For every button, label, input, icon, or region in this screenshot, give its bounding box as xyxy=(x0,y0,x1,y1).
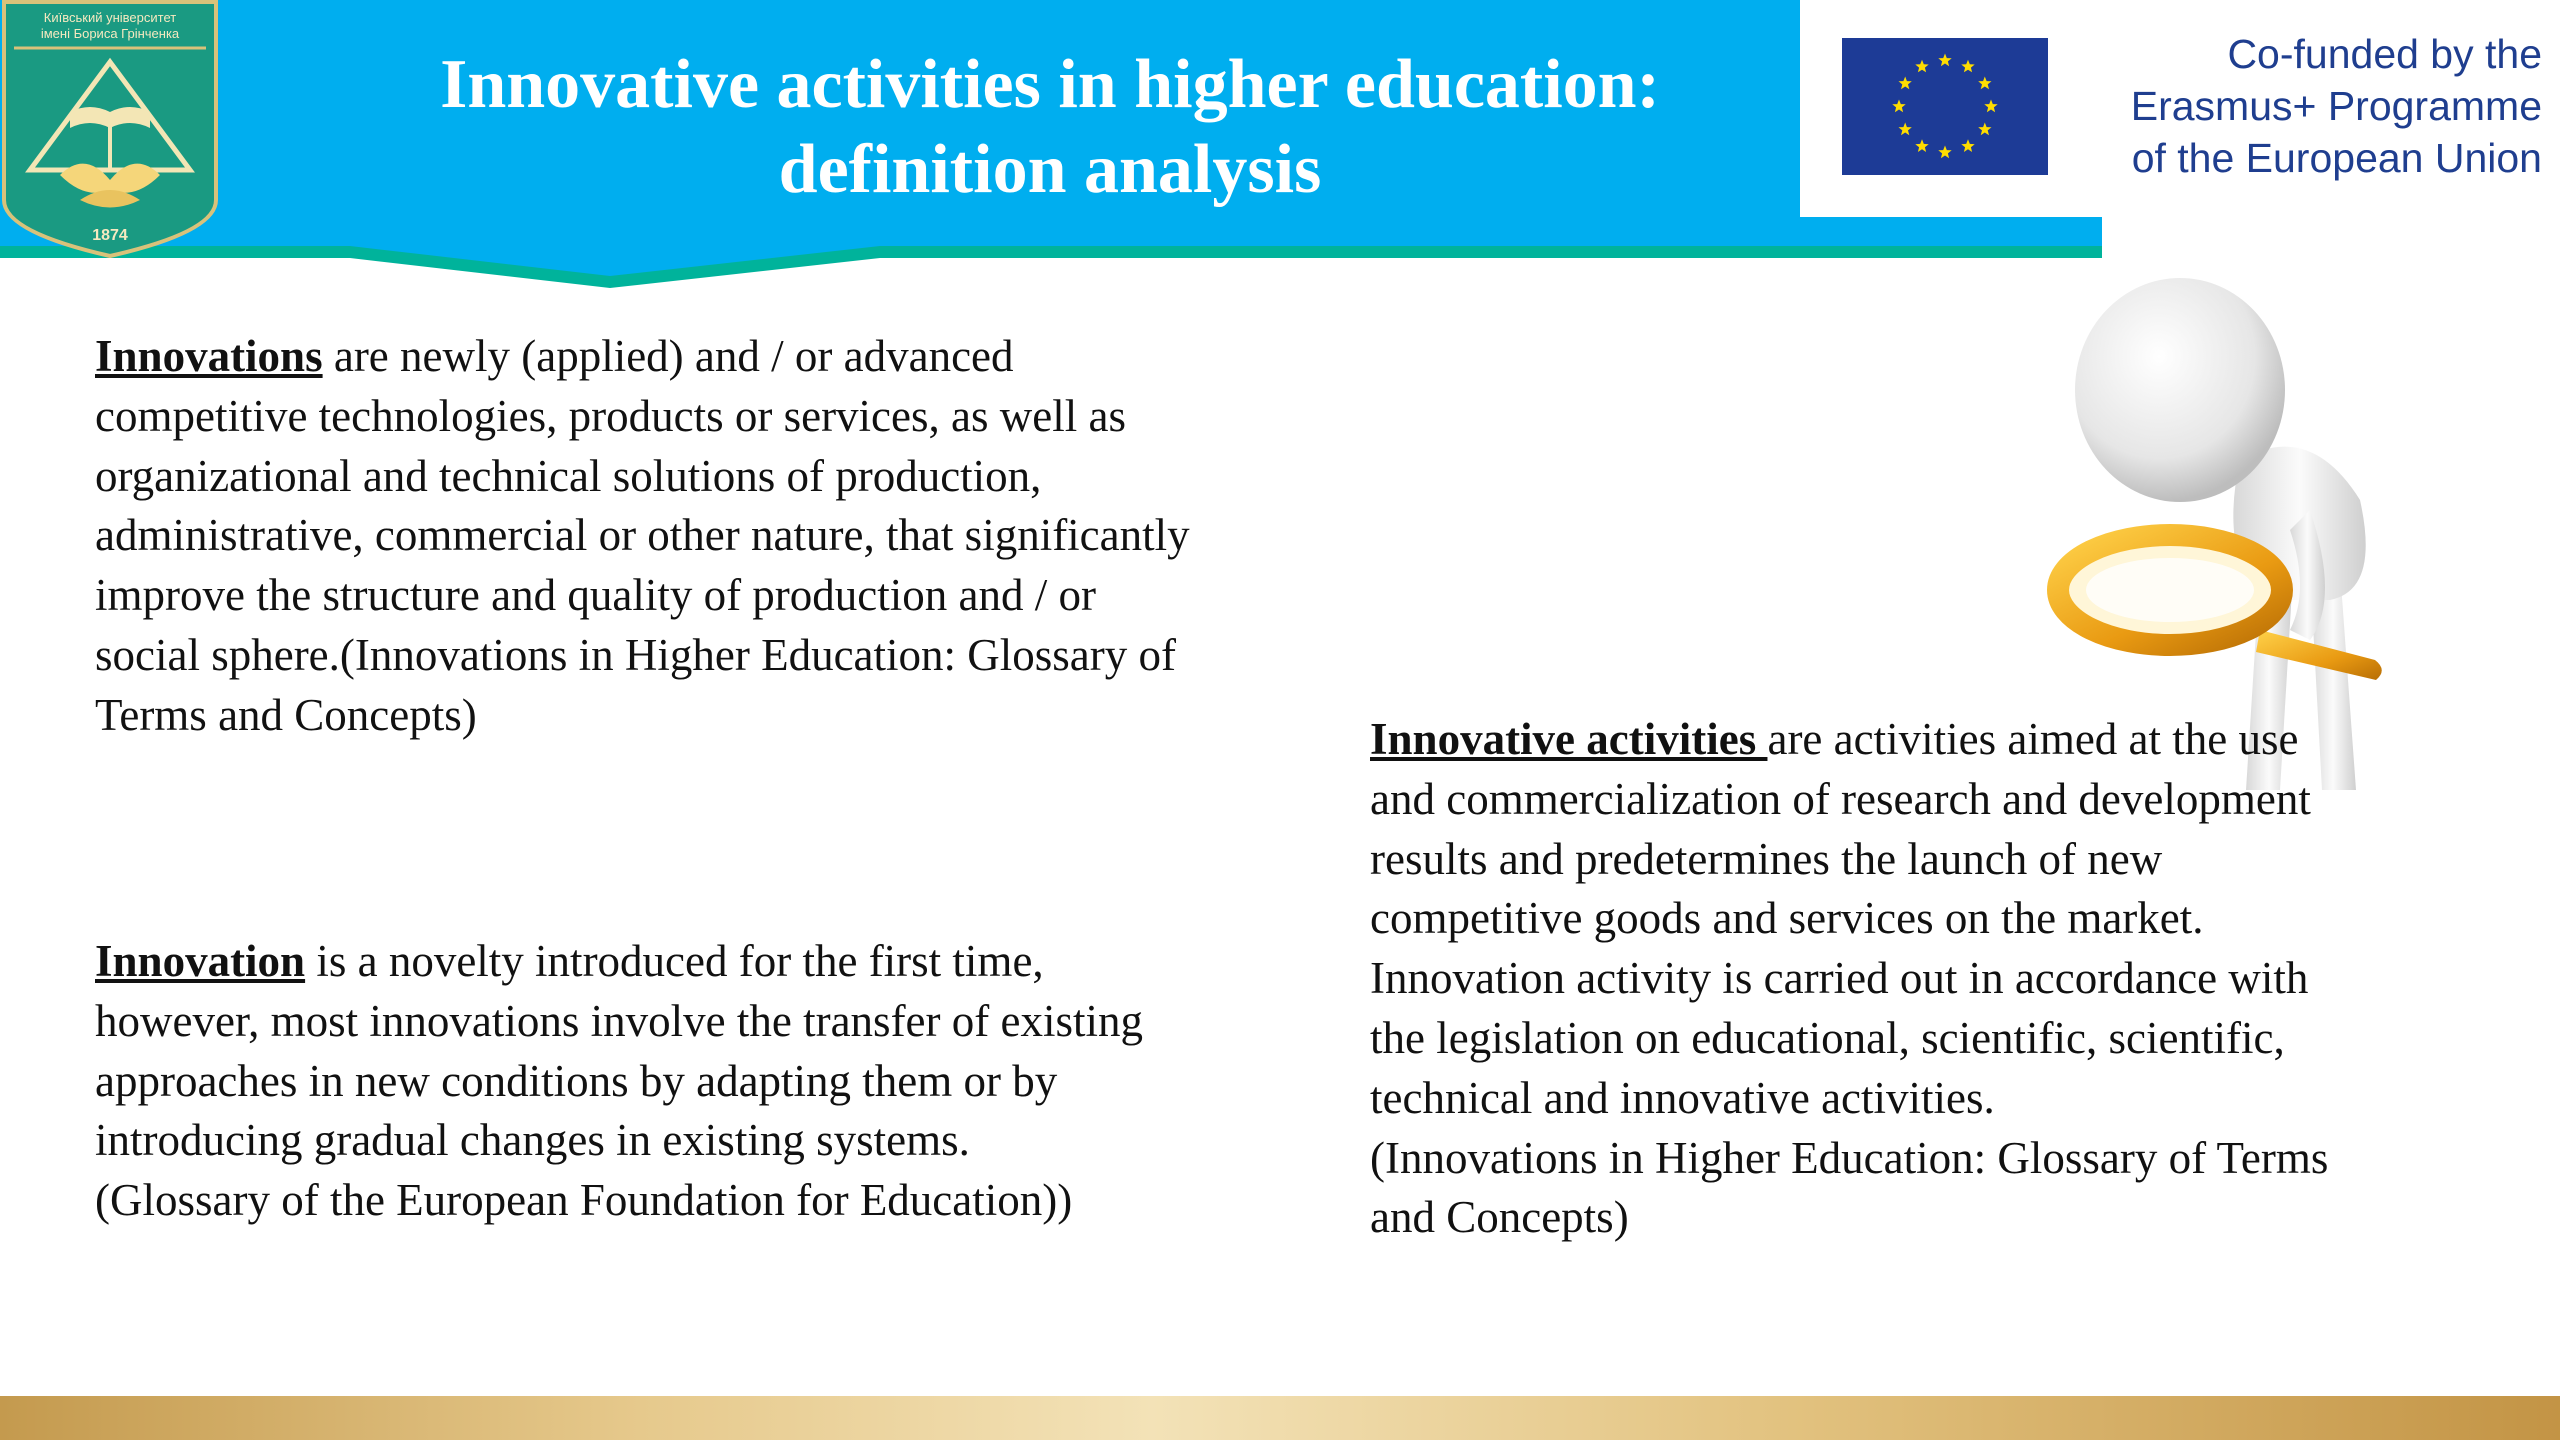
text-line: social sphere.(Innovations in Higher Education: Glossary of xyxy=(95,629,1176,680)
definition-innovative-activities-line-1 xyxy=(1370,710,2460,770)
logo-year: 1874 xyxy=(92,227,128,244)
text-line: and Concepts) xyxy=(1370,1192,1629,1243)
text-line: are newly (applied) and / or advanced xyxy=(322,331,1014,381)
text-line: the legislation on educational, scientific, scientific, xyxy=(1370,1012,2285,1063)
erasmus-line-1: Co-funded by the xyxy=(2227,31,2542,77)
erasmus-cofunded-box xyxy=(1800,0,2560,217)
erasmus-line-3: of the European Union xyxy=(2131,135,2542,181)
text-line: competitive technologies, products or services, as well as xyxy=(95,390,1126,441)
text-line: administrative, commercial or other nature, that significantly xyxy=(95,510,1190,561)
term-innovative-activities: Innovative activities xyxy=(1370,714,1768,764)
text-line: are activities aimed at the use xyxy=(1767,714,2299,764)
bottom-decorative-strip xyxy=(0,1396,2560,1440)
text-line: results and predetermines the launch of new xyxy=(1370,833,2163,884)
university-logo xyxy=(0,0,220,258)
erasmus-line-2: Erasmus+ Programme xyxy=(2130,83,2542,129)
erasmus-text xyxy=(2082,28,2542,184)
text-line: competitive goods and services on the market. xyxy=(1370,893,2204,944)
text-line: approaches in new conditions by adapting them or by xyxy=(95,1055,1058,1106)
title-line-2: definition analysis xyxy=(778,131,1322,208)
text-line: organizational and technical solutions of production, xyxy=(95,450,1042,501)
logo-text-line1: Київський університет xyxy=(43,10,177,25)
text-line: and commercialization of research and development xyxy=(1370,773,2311,824)
definition-innovation-line-1 xyxy=(95,932,1340,992)
page-title xyxy=(300,42,1800,212)
eu-flag-icon xyxy=(1842,38,2048,175)
text-line: (Glossary of the European Foundation for Education)) xyxy=(95,1175,1073,1226)
text-line: technical and innovative activities. xyxy=(1370,1072,1995,1123)
definition-innovations xyxy=(95,327,1340,746)
term-innovation: Innovation xyxy=(95,936,306,986)
definition-innovative-activities xyxy=(1370,710,2460,1248)
text-line: is a novelty introduced for the first time, xyxy=(305,936,1044,986)
text-line: (Innovations in Higher Education: Glossary of Terms xyxy=(1370,1132,2329,1183)
term-innovations: Innovations xyxy=(95,331,323,381)
definition-innovations-line-1 xyxy=(95,327,1340,387)
title-line-1: Innovative activities in higher education: xyxy=(440,46,1660,123)
text-line: Terms and Concepts) xyxy=(95,689,477,740)
text-line: however, most innovations involve the transfer of existing xyxy=(95,995,1143,1046)
text-line: Innovation activity is carried out in accordance with xyxy=(1370,953,2309,1004)
text-line: introducing gradual changes in existing systems. xyxy=(95,1115,970,1166)
text-line: improve the structure and quality of production and / or xyxy=(95,570,1096,621)
definition-innovation xyxy=(95,932,1340,1231)
logo-text-line2: імені Бориса Грінченка xyxy=(40,26,180,41)
